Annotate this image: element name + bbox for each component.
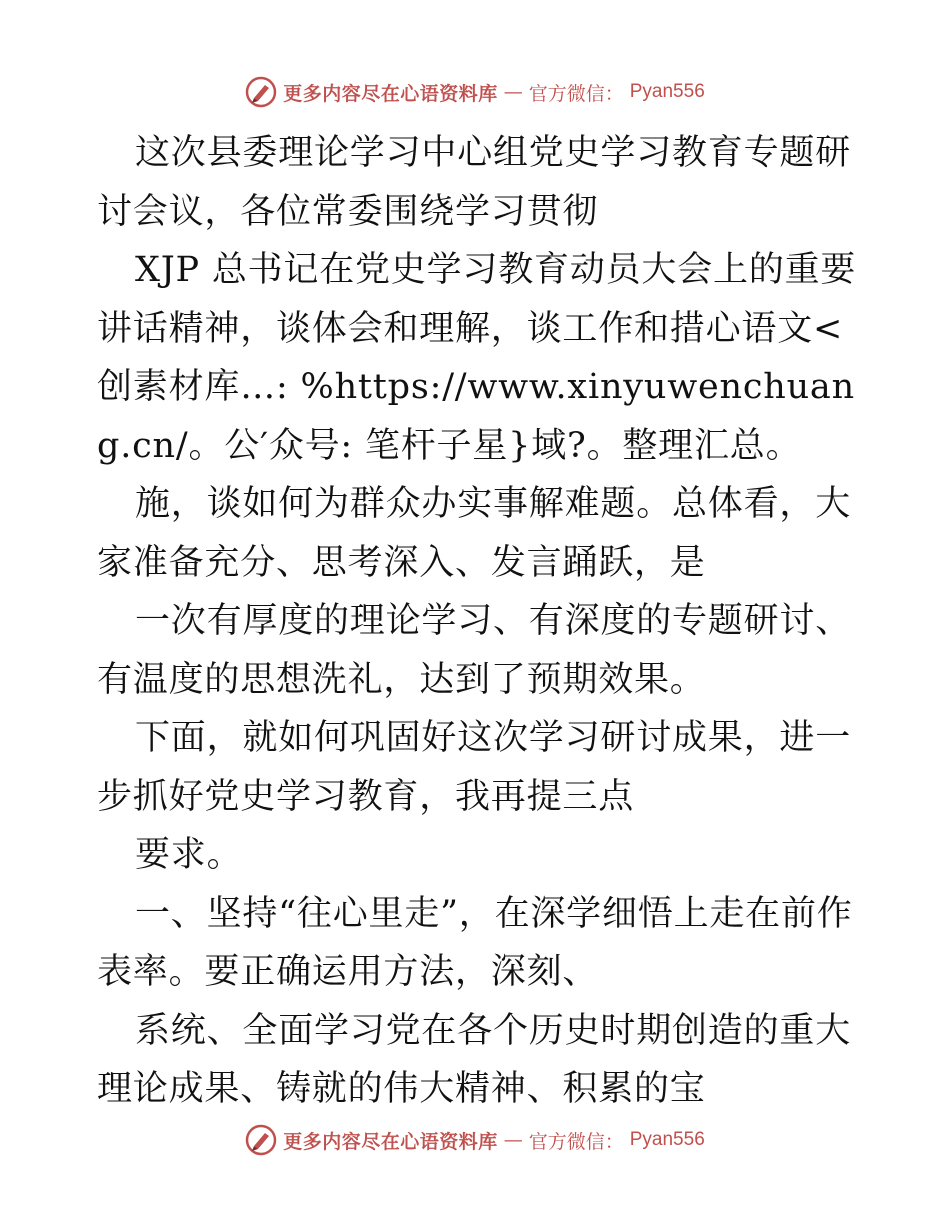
pen-logo-icon bbox=[245, 76, 277, 108]
banner-dash: — bbox=[503, 1129, 523, 1151]
paragraph: XJP 总书记在党史学习教育动员大会上的重要讲话精神，谈体会和理解，谈工作和措心语文<创素材库…: %https://www.xinyuwenchuang.cn/。公′众号: 笔杆子星}域?。整理汇总。 bbox=[97, 250, 857, 466]
document-body bbox=[97, 124, 857, 1119]
paragraph: 一次有厚度的理论学习、有深度的专题研讨、有温度的思想洗礼，达到了预期效果。 bbox=[97, 601, 852, 700]
banner-wechat-id: Pyan556 bbox=[629, 81, 705, 102]
banner-wechat-label: 官方微信： bbox=[528, 1130, 624, 1153]
footer-banner bbox=[0, 1120, 950, 1160]
pen-logo-icon bbox=[245, 1124, 277, 1156]
paragraph: 系统、全面学习党在各个历史时期创造的重大理论成果、铸就的伟大精神、积累的宝 bbox=[97, 1010, 852, 1109]
paragraph: 这次县委理论学习中心组党史学习教育专题研讨会议，各位常委围绕学习贯彻 bbox=[97, 133, 852, 232]
header-banner bbox=[0, 72, 950, 112]
paragraph: 施，谈如何为群众办实事解难题。总体看，大家准备充分、思考深入、发言踊跃，是 bbox=[97, 484, 852, 583]
banner-main-text: 更多内容尽在心语资料库 bbox=[283, 1130, 498, 1153]
banner-wechat-id: Pyan556 bbox=[629, 1129, 705, 1150]
paragraph: 下面，就如何巩固好这次学习研讨成果，进一步抓好党史学习教育，我再提三点 bbox=[97, 718, 852, 817]
banner-main-text: 更多内容尽在心语资料库 bbox=[283, 82, 498, 105]
banner-dash: — bbox=[503, 81, 523, 103]
paragraph: 一、坚持“往心里走”，在深学细悟上走在前作表率。要正确运用方法，深刻、 bbox=[97, 893, 853, 992]
banner-wechat-label: 官方微信： bbox=[528, 82, 624, 105]
paragraph: 要求。 bbox=[135, 835, 243, 875]
